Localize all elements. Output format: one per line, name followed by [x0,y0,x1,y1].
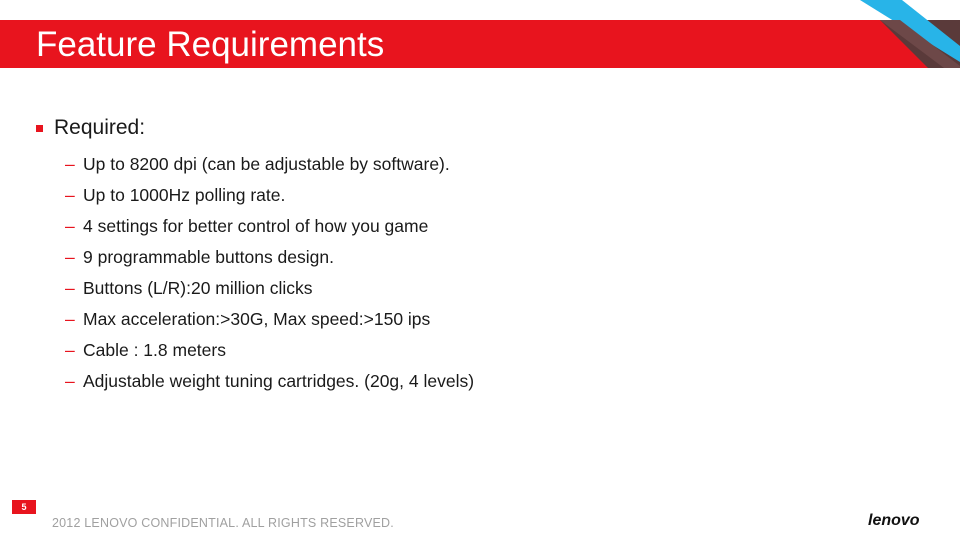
dash-bullet-icon: – [65,216,75,236]
list-item-text: 9 programmable buttons design. [83,247,334,267]
page-number: 5 [12,500,36,514]
list-item [36,273,474,304]
heading-text: Required: [54,116,146,139]
list-item [36,242,474,273]
list-item-text: 4 settings for better control of how you game [83,216,429,236]
list-item-text: Buttons (L/R):20 million clicks [83,278,313,298]
dash-bullet-icon: – [65,154,75,174]
list-item-text: Cable : 1.8 meters [83,340,226,360]
list-item-text: Up to 8200 dpi (can be adjustable by software). [83,154,450,174]
list-item [36,366,474,397]
dash-bullet-icon: – [65,278,75,298]
list-item [36,335,474,366]
square-bullet-icon [36,125,43,132]
dash-bullet-icon: – [65,185,75,205]
bullet-heading [36,113,474,143]
dash-bullet-icon: – [65,247,75,267]
list-item [36,180,474,211]
corner-decoration [840,0,960,68]
confidential-notice: 2012 LENOVO CONFIDENTIAL. ALL RIGHTS RESERVED. [52,516,394,530]
list-item-text: Max acceleration:>30G, Max speed:>150 ips [83,309,431,329]
list-item-text: Up to 1000Hz polling rate. [83,185,286,205]
lenovo-logo [866,509,946,531]
list-item [36,211,474,242]
dash-bullet-icon: – [65,340,75,360]
slide-title: Feature Requirements [36,25,385,64]
list-item [36,304,474,335]
title-bar [0,20,960,68]
dash-bullet-icon: – [65,371,75,391]
slide-footer [0,500,960,540]
slide-body [36,113,474,397]
list-item [36,149,474,180]
lenovo-logo-text: lenovo [868,512,920,529]
list-item-text: Adjustable weight tuning cartridges. (20g, 4 levels) [83,371,475,391]
dash-bullet-icon: – [65,309,75,329]
